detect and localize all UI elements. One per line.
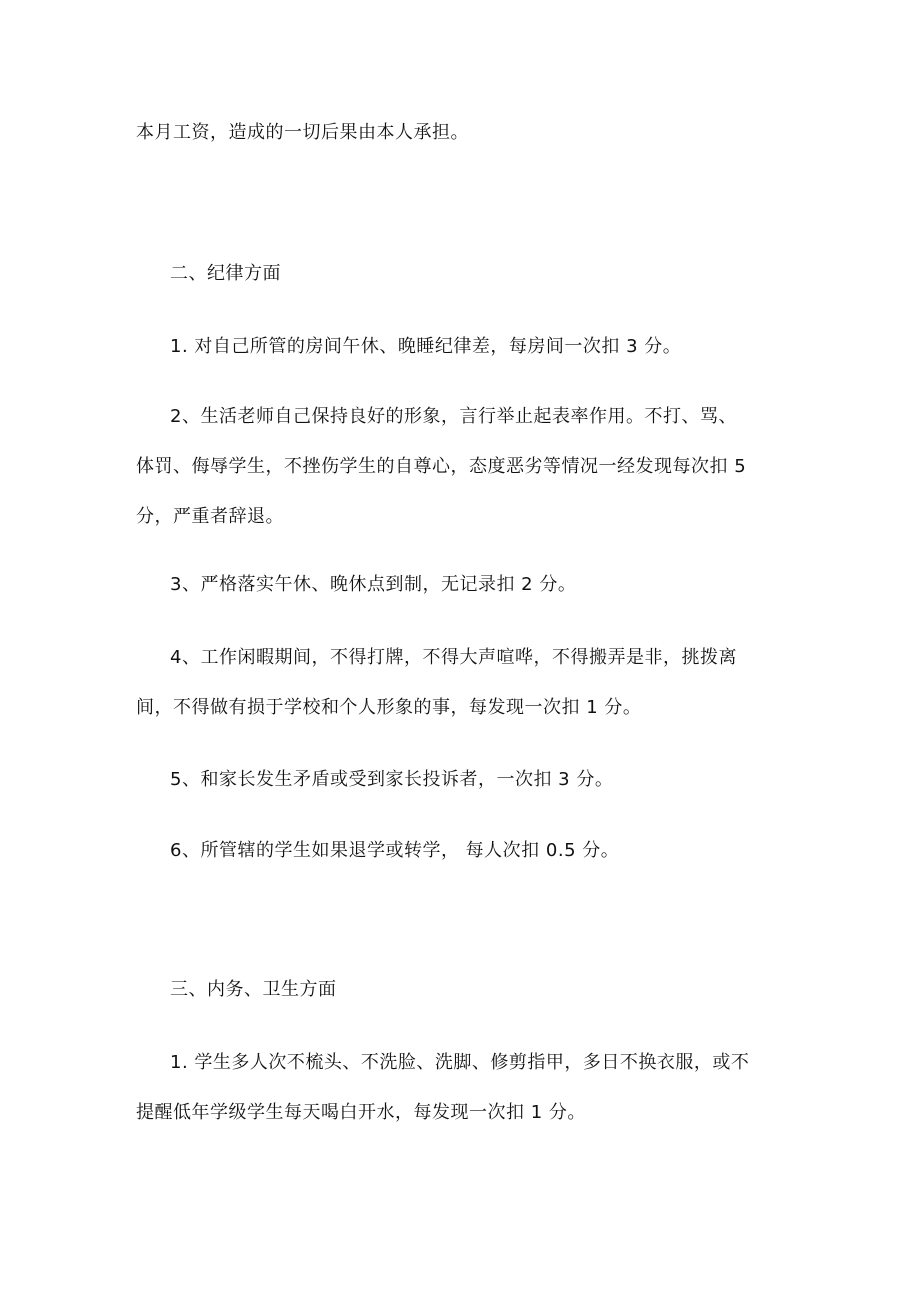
paragraph-discipline-2 — [136, 396, 786, 538]
paragraph-discipline-5 — [136, 759, 786, 801]
text-line: 体罚、侮辱学生，不挫伤学生的自尊心，态度恶劣等情况一经发现每次扣 5 — [136, 456, 747, 477]
text-line: 本月工资，造成的一切后果由本人承担。 — [136, 122, 469, 143]
text-line: 1. 对自己所管的房间午休、晚睡纪律差，每房间一次扣 3 分。 — [170, 336, 682, 357]
text-line: 3、严格落实午休、晚休点到制，无记录扣 2 分。 — [170, 574, 577, 595]
text-line: 6、所管辖的学生如果退学或转学， 每人次扣 0.5 分。 — [170, 840, 620, 861]
text-line: 5、和家长发生矛盾或受到家长投诉者，一次扣 3 分。 — [170, 769, 614, 790]
text-line: 1. 学生多人次不梳头、不洗脸、洗脚、修剪指甲，多日不换衣服，或不 — [170, 1052, 750, 1073]
paragraph-discipline-4 — [136, 637, 786, 729]
paragraph-discipline-6 — [136, 830, 786, 872]
section-heading-text: 二、纪律方面 — [170, 263, 281, 284]
text-line: 提醒低年学级学生每天喝白开水，每发现一次扣 1 分。 — [136, 1102, 586, 1123]
text-line: 4、工作闲暇期间，不得打牌，不得大声喧哗，不得搬弄是非，挑拨离 — [170, 647, 737, 668]
text-line: 2、生活老师自己保持良好的形象，言行举止起表率作用。不打、骂、 — [170, 406, 737, 427]
paragraph-housekeeping-1 — [136, 1042, 786, 1134]
paragraph-discipline-3 — [136, 564, 786, 606]
section-heading-housekeeping — [136, 969, 786, 1011]
text-line: 分，严重者辞退。 — [136, 506, 284, 527]
section-heading-text: 三、内务、卫生方面 — [170, 979, 337, 1000]
text-line: 间，不得做有损于学校和个人形象的事，每发现一次扣 1 分。 — [136, 697, 642, 718]
paragraph-salary-consequence — [136, 112, 786, 154]
paragraph-discipline-1 — [136, 326, 786, 368]
section-heading-discipline — [136, 253, 786, 295]
